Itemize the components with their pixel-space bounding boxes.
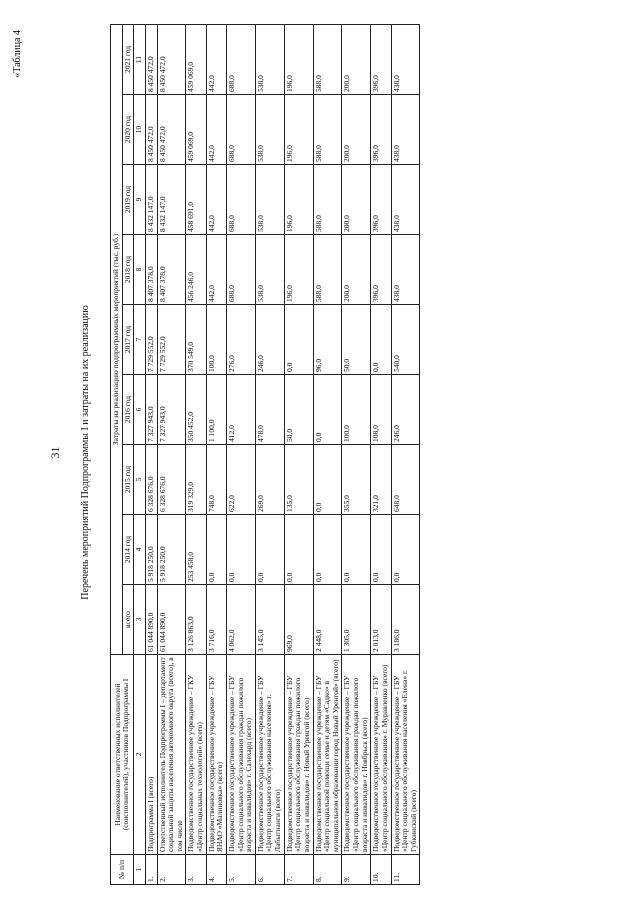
row-number: 5. <box>226 855 255 885</box>
row-value: 540,0 <box>391 305 420 375</box>
row-value: 100,0 <box>342 375 371 445</box>
row-value: 438,0 <box>391 165 420 235</box>
row-value: 442,0 <box>206 165 226 235</box>
row-value: 688,0 <box>226 165 255 235</box>
row-value: 0,0 <box>284 515 313 585</box>
row-value: 196,0 <box>284 235 313 305</box>
row-value: 61 044 890,0 <box>157 585 186 655</box>
row-name: Подведомственное государственное учреждение – ГБУ ЯНАО «Малиновка» (всего) <box>206 655 226 855</box>
row-value: 6 328 676,0 <box>157 445 186 515</box>
row-value: 7 729 552,0 <box>145 305 157 375</box>
row-value: 8 450 472,0 <box>157 24 186 94</box>
row-number: 6. <box>255 855 284 885</box>
column-number: 7 <box>134 305 146 375</box>
row-value: 588,0 <box>313 95 342 165</box>
row-value: 4 062,0 <box>226 585 255 655</box>
row-value: 2 013,0 <box>371 585 391 655</box>
row-value: 96,0 <box>313 305 342 375</box>
row-value: 1 100,0 <box>206 375 226 445</box>
row-value: 50,0 <box>284 375 313 445</box>
row-number: 8. <box>313 855 342 885</box>
row-value: 622,0 <box>226 445 255 515</box>
table-row <box>255 24 284 884</box>
row-value: 478,0 <box>255 375 284 445</box>
row-value: 396,0 <box>371 95 391 165</box>
row-name: Подведомственное государственное учреждение – ГКУ «Центр социальных технологий» (всего) <box>186 655 206 855</box>
row-value: 0,0 <box>226 515 255 585</box>
row-number: 11. <box>391 855 420 885</box>
column-number: 4 <box>134 515 146 585</box>
row-value: 688,0 <box>226 95 255 165</box>
col-header-year: 2014 год <box>122 515 134 585</box>
row-value: 319 329,0 <box>186 445 206 515</box>
row-value: 0,0 <box>342 515 371 585</box>
row-value: 0,0 <box>313 445 342 515</box>
row-value: 370 549,0 <box>186 305 206 375</box>
row-name: Подведомственное государственное учреждение – ГБУ «Центр социального обслуживания граждан пожилого возраста и инвалидов» г. Салехард (всего) <box>226 655 255 855</box>
row-name: Ответственный исполнитель Подпрограммы I – департамент социальной защиты населения автономного округа (всего), в том числе <box>157 655 186 855</box>
row-value: 196,0 <box>284 24 313 94</box>
row-value: 538,0 <box>255 235 284 305</box>
table-row <box>284 24 313 884</box>
row-value: 108,0 <box>371 375 391 445</box>
table-row <box>313 24 342 884</box>
row-value: 0,0 <box>206 515 226 585</box>
col-header-total: всего <box>122 585 134 655</box>
col-header-year: 2016 год <box>122 375 134 445</box>
column-number: 5 <box>134 445 146 515</box>
table-title: Перечень мероприятий Подпрограммы I и затраты на их реализацию <box>80 305 91 600</box>
col-header-year: 2019 год <box>122 165 134 235</box>
row-name: Подведомственное государственное учреждение – ГБУ «Центр социального обслуживания населения «Елена» г. Губкинский (всего) <box>391 655 420 855</box>
row-value: 648,0 <box>391 445 420 515</box>
row-value: 8 432 147,0 <box>157 165 186 235</box>
row-value: 200,0 <box>342 165 371 235</box>
row-value: 246,0 <box>391 375 420 445</box>
row-value: 588,0 <box>313 235 342 305</box>
row-value: 100,0 <box>206 305 226 375</box>
column-number: 2 <box>134 655 146 855</box>
row-value: 3 126 863,0 <box>186 585 206 655</box>
costs-table <box>110 24 420 885</box>
row-name: Подведомственное государственное учреждение – ГБУ «Центр социальной помощи семье и детям «Садко» в муниципальном образовании город Новый Уренгой» (всего) <box>313 655 342 855</box>
col-header-num: № п/п <box>111 855 134 885</box>
page-number: 31 <box>48 446 62 459</box>
row-value: 200,0 <box>342 24 371 94</box>
table-row <box>391 24 420 884</box>
row-value: 0,0 <box>371 515 391 585</box>
row-value: 8 407 378,0 <box>145 235 157 305</box>
col-header-costs: Затраты на реализацию подпрограммных мероприятий (тыс. руб.) <box>111 24 123 654</box>
column-number: 3 <box>134 585 146 655</box>
row-value: 276,0 <box>226 305 255 375</box>
col-header-name: Наименование ответственных исполнителей (соисполнителей), участников Подпрограммы I <box>111 655 134 855</box>
table-row <box>206 24 226 884</box>
row-value: 246,0 <box>255 305 284 375</box>
row-value: 355,0 <box>342 445 371 515</box>
row-value: 538,0 <box>255 165 284 235</box>
row-value: 396,0 <box>371 24 391 94</box>
row-value: 538,0 <box>255 24 284 94</box>
row-value: 8 432 147,0 <box>145 165 157 235</box>
row-value: 458 691,0 <box>186 165 206 235</box>
row-number: 9. <box>342 855 371 885</box>
row-value: 0,0 <box>313 515 342 585</box>
row-number: 2. <box>157 855 186 885</box>
col-header-year: 2021 год <box>122 24 134 94</box>
table-row <box>186 24 206 884</box>
row-value: 412,0 <box>226 375 255 445</box>
row-name: Подведомственное государственное учреждение – ГБУ «Центр социального обслуживания» г. Муравленко (всего) <box>371 655 391 855</box>
row-value: 7 327 943,0 <box>157 375 186 445</box>
row-number: 7. <box>284 855 313 885</box>
column-number: 6 <box>134 375 146 445</box>
row-value: 3 716,0 <box>206 585 226 655</box>
row-number: 10. <box>371 855 391 885</box>
table-reference: «Таблица 4 <box>12 30 23 78</box>
table-body <box>145 24 420 884</box>
row-name: Подведомственное государственное учреждение – ГБУ «Центр социального обслуживания граждан пожилого возраста и инвалидов» г. Ноябрьск (всего) <box>342 655 371 855</box>
row-value: 6 328 676,0 <box>145 445 157 515</box>
row-value: 459 069,0 <box>186 95 206 165</box>
row-value: 196,0 <box>284 95 313 165</box>
row-value: 396,0 <box>371 165 391 235</box>
row-value: 1 305,0 <box>342 585 371 655</box>
row-value: 8 407 378,0 <box>157 235 186 305</box>
row-value: 688,0 <box>226 24 255 94</box>
row-value: 253 458,0 <box>186 515 206 585</box>
col-header-year: 2017 год <box>122 305 134 375</box>
column-number: 1 <box>134 855 146 885</box>
column-number: 11 <box>134 24 146 94</box>
row-value: 442,0 <box>206 24 226 94</box>
row-value: 0,0 <box>255 515 284 585</box>
table-row <box>371 24 391 884</box>
table-row <box>145 24 157 884</box>
header-row-1 <box>111 24 123 884</box>
row-value: 459 069,0 <box>186 24 206 94</box>
row-value: 196,0 <box>284 165 313 235</box>
row-value: 135,0 <box>284 445 313 515</box>
table-row <box>226 24 255 884</box>
row-value: 442,0 <box>206 95 226 165</box>
row-value: 7 729 552,0 <box>157 305 186 375</box>
row-value: 5 918 250,0 <box>145 515 157 585</box>
row-value: 0,0 <box>391 515 420 585</box>
row-value: 200,0 <box>342 95 371 165</box>
row-value: 3 145,0 <box>255 585 284 655</box>
row-value: 3 186,0 <box>391 585 420 655</box>
column-number-row <box>134 24 146 884</box>
row-value: 456 246,0 <box>186 235 206 305</box>
row-name: Подпрограмма I (всего) <box>145 655 157 855</box>
column-number: 8 <box>134 235 146 305</box>
row-name: Подведомственное государственное учреждение – ГБУ «Центр социального обслуживания граждан пожилого возраста и инвалидов» г. Новый Уренгой (всего) <box>284 655 313 855</box>
row-value: 396,0 <box>371 235 391 305</box>
row-value: 688,0 <box>226 235 255 305</box>
row-value: 438,0 <box>391 235 420 305</box>
row-value: 5 918 250,0 <box>157 515 186 585</box>
row-name: Подведомственное государственное учреждение – ГБУ «Центр социального обслуживания населения» г. Лабытнанги (всего) <box>255 655 284 855</box>
row-value: 588,0 <box>313 165 342 235</box>
row-value: 50,0 <box>342 305 371 375</box>
row-value: 0,0 <box>371 305 391 375</box>
table-row <box>157 24 186 884</box>
row-value: 7 327 943,0 <box>145 375 157 445</box>
column-number: 9 <box>134 165 146 235</box>
row-value: 0,0 <box>284 305 313 375</box>
row-value: 748,0 <box>206 445 226 515</box>
table-row <box>342 24 371 884</box>
row-value: 438,0 <box>391 95 420 165</box>
row-value: 969,0 <box>284 585 313 655</box>
row-value: 350 452,0 <box>186 375 206 445</box>
row-value: 8 450 472,0 <box>145 24 157 94</box>
col-header-year: 2015 год <box>122 445 134 515</box>
row-value: 538,0 <box>255 95 284 165</box>
row-value: 442,0 <box>206 235 226 305</box>
row-value: 200,0 <box>342 235 371 305</box>
row-value: 321,0 <box>371 445 391 515</box>
row-value: 588,0 <box>313 24 342 94</box>
row-value: 0,0 <box>313 375 342 445</box>
row-value: 8 450 472,0 <box>157 95 186 165</box>
row-number: 3. <box>186 855 206 885</box>
row-number: 1. <box>145 855 157 885</box>
row-number: 4. <box>206 855 226 885</box>
column-number: 10 <box>134 95 146 165</box>
row-value: 269,0 <box>255 445 284 515</box>
col-header-year: 2018 год <box>122 235 134 305</box>
row-value: 438,0 <box>391 24 420 94</box>
row-value: 8 450 472,0 <box>145 95 157 165</box>
row-value: 61 044 890,0 <box>145 585 157 655</box>
col-header-year: 2020 год <box>122 95 134 165</box>
row-value: 2 448,0 <box>313 585 342 655</box>
